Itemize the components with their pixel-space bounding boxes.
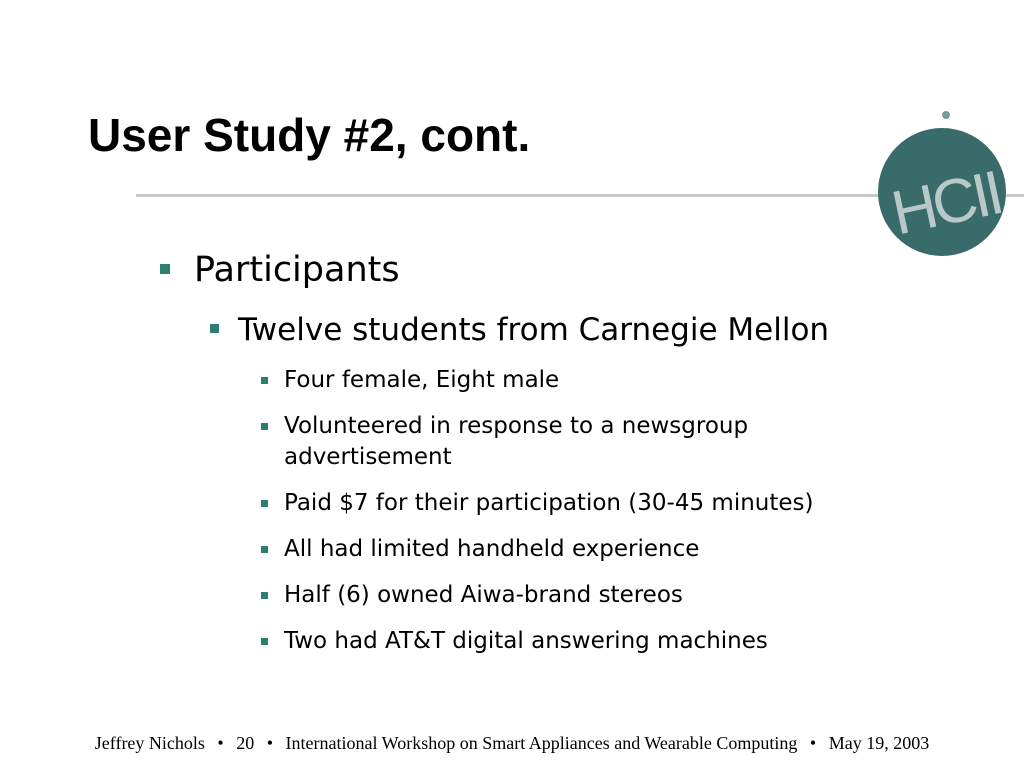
footer-date: May 19, 2003	[828, 733, 930, 753]
bullet-stereos: Half (6) owned Aiwa-brand stereos	[284, 582, 683, 608]
slide-title: User Study #2, cont.	[88, 109, 531, 161]
bullet-marker	[210, 324, 219, 333]
bullet-volunteered: Volunteered in response to a newsgroup advertisement	[284, 413, 749, 470]
bullet-students: Twelve students from Carnegie Mellon	[238, 312, 830, 348]
logo-dot	[942, 111, 950, 119]
bullet-marker	[160, 264, 170, 274]
bullet-handheld: All had limited handheld experience	[284, 536, 700, 562]
footer-separator: •	[217, 733, 224, 753]
bullet-paid: Paid $7 for their participation (30-45 minutes)	[284, 490, 814, 516]
footer-separator: •	[809, 733, 817, 753]
footer-separator: •	[266, 733, 274, 753]
footer-event: International Workshop on Smart Appliances and Wearable Computing	[285, 733, 798, 753]
bullet-marker	[261, 377, 268, 384]
bullet-participants: Participants	[194, 250, 400, 290]
bullet-marker	[261, 638, 268, 645]
hcii-logo	[876, 104, 1012, 260]
footer-author: Jeffrey Nichols	[94, 733, 205, 753]
logo-text: HCII	[885, 158, 1006, 249]
bullet-marker	[261, 423, 268, 430]
bullet-gender: Four female, Eight male	[284, 367, 560, 393]
bullet-marker	[261, 546, 268, 553]
slide-footer	[0, 730, 1024, 756]
bullet-marker	[261, 500, 268, 507]
footer-page-number: 20	[236, 733, 255, 753]
bullet-marker	[261, 592, 268, 599]
bullet-answering-machines: Two had AT&T digital answering machines	[284, 628, 768, 654]
